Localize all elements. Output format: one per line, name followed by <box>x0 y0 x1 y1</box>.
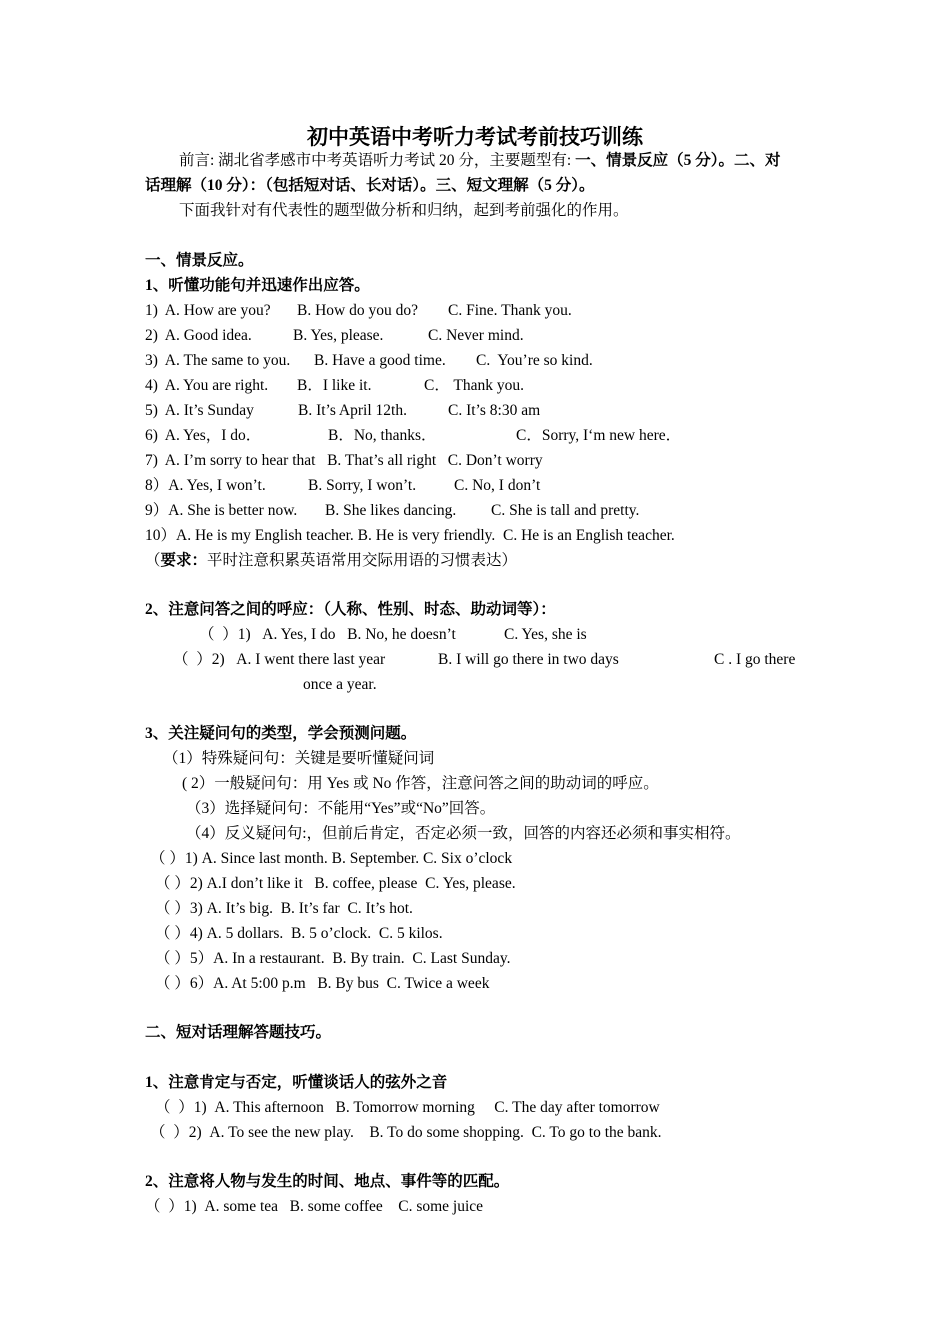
requirement-open-paren: （ <box>145 552 161 569</box>
question-4-option-a: 4) A. You are right. <box>145 377 269 394</box>
question-9-option-c: C. She is tall and pretty. <box>491 502 640 519</box>
question-1-option-c: C. Fine. Thank you. <box>448 302 572 319</box>
question-2-option-b: B. Yes, please. <box>293 327 384 344</box>
intro-question-types: 一、情景反应（5 分）。二、对 <box>575 152 781 169</box>
intro-line-3: 下面我针对有代表性的题型做分析和归纳，起到考前强化的作用。 <box>179 202 629 219</box>
question-3-option-c: C. You’re so kind. <box>476 352 593 369</box>
question-2-option-c: C. Never mind. <box>428 327 524 344</box>
question-3-option-b: B. Have a good time. <box>314 352 446 369</box>
requirement-note <box>145 551 517 571</box>
question-3-option-a: 3) A. The same to you. <box>145 352 291 369</box>
exercise-5: （ ）5）A. In a restaurant. B. By train. C. Last Sunday. <box>155 950 511 967</box>
question-7: 7) A. I’m sorry to hear that B. That’s all right C. Don’t worry <box>145 452 543 469</box>
question-4-option-b: B．I like it. <box>297 377 372 394</box>
matching-question-1: （ ）1) A. some tea B. some coffee C. some juice <box>145 1198 484 1215</box>
type-special-question: （1）特殊疑问句：关键是要听懂疑问词 <box>163 750 435 767</box>
question-5-option-c: C. It’s 8:30 am <box>448 402 541 419</box>
type-general-question: ( 2）一般疑问句：用 Yes 或 No 作答，注意问答之间的助动词的呼应。 <box>182 775 659 792</box>
question-2-option-a: 2) A. Good idea. <box>145 327 252 344</box>
requirement-text: 平时注意积累英语常用交际用语的习惯表达） <box>207 552 518 569</box>
question-6-option-a: 6) A. Yes，I do． <box>145 427 262 444</box>
match-question-2-option-b: B. I will go there in two days <box>438 651 619 668</box>
match-question-2: （ ）2) A. I went there last year <box>173 651 386 668</box>
exercise-2: （ ）2) A.I don’t like it B. coffee, please C. Yes, please. <box>155 875 516 892</box>
section-heading-situational: 一、情景反应。 <box>145 252 254 269</box>
question-8-option-c: C. No, I don’t <box>454 477 541 494</box>
section-heading-short-dialogue: 二、短对话理解答题技巧。 <box>145 1024 332 1041</box>
requirement-label: 要求： <box>160 552 208 569</box>
match-question-1-option-c: C. Yes, she is <box>504 626 587 643</box>
exercise-6: （ ）6）A. At 5:00 p.m B. By bus C. Twice a week <box>155 975 490 992</box>
question-6-option-b: B．No, thanks． <box>328 427 437 444</box>
question-9-option-b: B. She likes dancing. <box>325 502 457 519</box>
type-tag-question: （4）反义疑问句:，但前后肯定，否定必须一致，回答的内容还必须和事实相符。 <box>186 825 741 842</box>
dialogue-question-1: （ ）1) A. This afternoon B. Tomorrow morning C. The day after tomorrow <box>155 1099 660 1116</box>
type-alternative-question: （3）选择疑问句：不能用“Yes”或“No”回答。 <box>186 800 496 817</box>
intro-line-2: 话理解（10 分）：（包括短对话、长对话）。三、短文理解（5 分）。 <box>145 177 595 194</box>
question-8-option-a: 8）A. Yes, I won’t. <box>145 477 266 494</box>
exercise-4: （ ）4) A. 5 dollars. B. 5 o’clock. C. 5 kilos. <box>155 925 443 942</box>
question-10: 10）A. He is my English teacher. B. He is very friendly. C. He is an English teacher. <box>145 527 675 544</box>
question-5-option-b: B. It’s April 12th. <box>298 402 407 419</box>
question-1-option-a: 1) A. How are you? <box>145 302 271 319</box>
intro-line-1 <box>179 151 781 171</box>
exercise-1: （ ）1) A. Since last month. B. September. C. Six o’clock <box>150 850 513 867</box>
question-8-option-b: B. Sorry, I won’t. <box>308 477 417 494</box>
question-5-option-a: 5) A. It’s Sunday <box>145 402 254 419</box>
question-4-option-c: C． Thank you. <box>424 377 525 394</box>
subheading-question-answer-match: 2、注意问答之间的呼应：（人称、性别、时态、助动词等）： <box>145 601 556 618</box>
subheading-affirmative-negative: 1、注意肯定与否定，听懂谈话人的弦外之音 <box>145 1074 448 1091</box>
match-question-1: （ ）1) A. Yes, I do B. No, he doesn’t <box>199 626 456 643</box>
question-1-option-b: B. How do you do? <box>297 302 418 319</box>
exercise-3: （ ）3) A. It’s big. B. It’s far C. It’s hot. <box>155 900 413 917</box>
page-title: 初中英语中考听力考试考前技巧训练 <box>307 125 643 149</box>
subheading-question-types: 3、关注疑问句的类型，学会预测问题。 <box>145 725 417 742</box>
subheading-matching-details: 2、注意将人物与发生的时间、地点、事件等的匹配。 <box>145 1173 510 1190</box>
match-question-2-continuation: once a year. <box>303 676 377 693</box>
match-question-2-option-c: C . I go there <box>714 651 796 668</box>
intro-text: 前言: 湖北省孝感市中考英语听力考试 20 分，主要题型有: <box>179 152 576 169</box>
dialogue-question-2: （ ）2) A. To see the new play. B. To do some shopping. C. To go to the bank. <box>150 1124 662 1141</box>
subheading-function-sentences: 1、听懂功能句并迅速作出应答。 <box>145 277 370 294</box>
question-9-option-a: 9）A. She is better now. <box>145 502 298 519</box>
question-6-option-c: C．Sorry, I‘m new here． <box>516 427 682 444</box>
